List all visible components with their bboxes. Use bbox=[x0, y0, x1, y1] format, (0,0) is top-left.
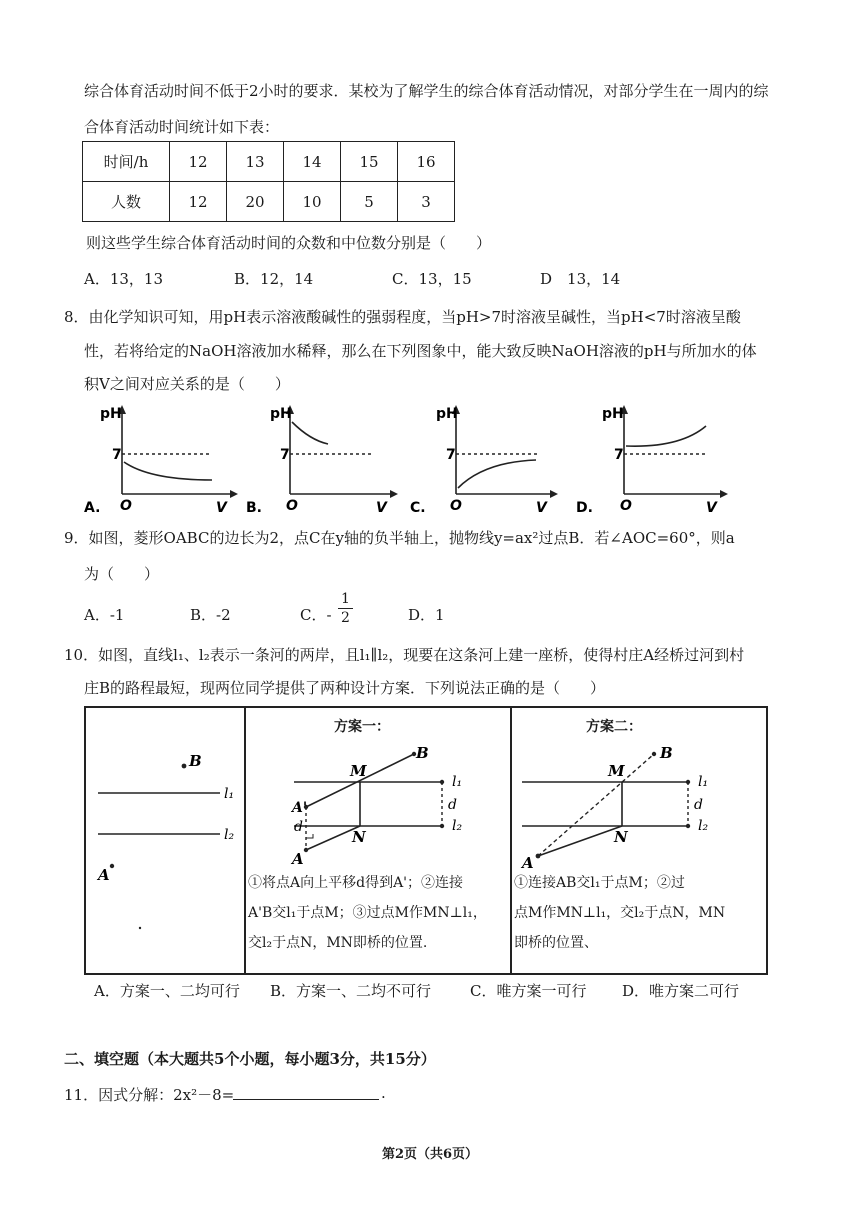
svg-text:d: d bbox=[694, 797, 703, 813]
table-cell: 3 bbox=[398, 182, 455, 222]
v-label: V bbox=[376, 500, 387, 516]
q7-question: 则这些学生综合体育活动时间的众数和中位数分别是（ ） bbox=[86, 234, 492, 252]
q10-option-a[interactable]: A．方案一、二均可行 bbox=[94, 982, 240, 1000]
svg-text:N: N bbox=[352, 828, 366, 846]
q10-option-d[interactable]: D．唯方案二可行 bbox=[622, 982, 740, 1000]
q9-option-c[interactable]: C．- bbox=[300, 606, 332, 624]
scheme2-text-2: 点M作MN⊥l₁，交l₂于点N，MN bbox=[514, 905, 726, 921]
q10-option-c[interactable]: C．唯方案一可行 bbox=[470, 982, 587, 1000]
fraction-numerator: 1 bbox=[338, 590, 353, 609]
seven-label: 7 bbox=[280, 447, 290, 463]
svg-text:B: B bbox=[660, 744, 673, 762]
scheme1-text-3: 交l₂于点N，MN即桥的位置. bbox=[248, 935, 428, 951]
ph-label: pH bbox=[270, 406, 292, 422]
scheme1-title: 方案一： bbox=[334, 719, 390, 735]
q9-option-d[interactable]: D．1 bbox=[408, 606, 445, 624]
q7-option-c[interactable]: C．13，15 bbox=[392, 270, 472, 288]
ph-label: pH bbox=[436, 406, 458, 422]
q7-option-a[interactable]: A．13，13 bbox=[84, 270, 164, 288]
q9-option-a[interactable]: A．-1 bbox=[84, 606, 125, 624]
row-header-time: 时间/h bbox=[83, 142, 170, 182]
table-cell: 13 bbox=[227, 142, 284, 182]
table-cell: 10 bbox=[284, 182, 341, 222]
ph-label: pH bbox=[100, 406, 122, 422]
q8-line-2: 性，若将给定的NaOH溶液加水稀释，那么在下列图象中，能大致反映NaOH溶液的pH与所加水的体 bbox=[84, 342, 757, 360]
option-d-label: D. bbox=[576, 500, 593, 516]
svg-text:M: M bbox=[350, 762, 367, 780]
v-label: V bbox=[706, 500, 717, 516]
svg-text:l₂: l₂ bbox=[452, 818, 463, 834]
table-cell: 20 bbox=[227, 182, 284, 222]
table-row-counts bbox=[83, 182, 455, 222]
row-header-count: 人数 bbox=[83, 182, 170, 222]
q10-line-2: 庄B的路程最短，现两位同学提供了两种设计方案．下列说法正确的是（ ） bbox=[84, 679, 606, 697]
fraction-one-half bbox=[338, 590, 353, 627]
q11-answer-blank[interactable] bbox=[233, 1099, 379, 1100]
section-2-title: 二、填空题（本大题共5个小题，每小题3分，共15分） bbox=[64, 1050, 436, 1068]
seven-label: 7 bbox=[614, 447, 624, 463]
scheme2-diagram bbox=[512, 738, 766, 870]
table-cell: 14 bbox=[284, 142, 341, 182]
seven-label: 7 bbox=[112, 447, 122, 463]
seven-label: 7 bbox=[446, 447, 456, 463]
scheme1-text-2: A'B交l₁于点M；③过点M作MN⊥l₁， bbox=[248, 905, 487, 921]
svg-text:A: A bbox=[292, 850, 304, 868]
q9-line-1: 9．如图，菱形OABC的边长为2，点C在y轴的负半轴上，抛物线y=ax²过点B．若∠AOC=60°，则a bbox=[64, 529, 735, 547]
svg-text:N: N bbox=[614, 828, 628, 846]
svg-text:M: M bbox=[608, 762, 625, 780]
option-c-label: C. bbox=[410, 500, 426, 516]
svg-text:B: B bbox=[189, 752, 202, 770]
svg-text:A: A bbox=[522, 854, 534, 870]
option-a-label: A. bbox=[84, 500, 101, 516]
original-diagram bbox=[86, 708, 244, 971]
origin-label: O bbox=[286, 498, 298, 514]
page-number: 第2页（共6页） bbox=[381, 1147, 479, 1162]
fraction-denominator: 2 bbox=[341, 610, 350, 626]
intro-line-2: 合体育活动时间统计如下表： bbox=[84, 118, 280, 136]
origin-label: O bbox=[450, 498, 462, 514]
svg-text:B: B bbox=[416, 744, 429, 762]
scheme2-title: 方案二： bbox=[586, 719, 642, 735]
svg-text:A': A' bbox=[292, 800, 308, 816]
svg-text:l₁: l₁ bbox=[698, 774, 709, 790]
intro-line-1: 综合体育活动时间不低于2小时的要求．某校为了解学生的综合体育活动情况，对部分学生在一周内的综 bbox=[84, 82, 769, 100]
q11-period: . bbox=[381, 1084, 386, 1102]
table-cell: 12 bbox=[170, 182, 227, 222]
scheme1-diagram bbox=[246, 738, 510, 870]
q7-option-b[interactable]: B．12，14 bbox=[234, 270, 314, 288]
scheme1-text-1: ①将点A向上平移d得到A'；②连接 bbox=[248, 875, 464, 891]
svg-text:l₂: l₂ bbox=[698, 818, 709, 834]
activity-time-table bbox=[82, 141, 455, 222]
svg-text:A: A bbox=[98, 866, 110, 884]
svg-text:l₂: l₂ bbox=[224, 827, 235, 843]
table-cell: 5 bbox=[341, 182, 398, 222]
origin-label: O bbox=[120, 498, 132, 514]
q8-graph-a[interactable] bbox=[80, 400, 240, 518]
q8-graph-b[interactable] bbox=[240, 400, 400, 518]
table-row-hours bbox=[83, 142, 455, 182]
q8-graph-c[interactable] bbox=[400, 400, 560, 518]
svg-text:l₁: l₁ bbox=[452, 774, 463, 790]
svg-text:l₁: l₁ bbox=[224, 786, 235, 802]
q9-line-2: 为（ ） bbox=[84, 565, 160, 583]
q11-question: 11．因式分解：2x²－8= bbox=[64, 1086, 235, 1104]
svg-text:d: d bbox=[294, 819, 303, 835]
v-label: V bbox=[536, 500, 547, 516]
q10-diagram-box bbox=[84, 706, 768, 975]
scheme2-text-1: ①连接AB交l₁于点M；②过 bbox=[514, 875, 685, 891]
q8-line-1: 8．由化学知识可知，用pH表示溶液酸碱性的强弱程度，当pH>7时溶液呈碱性，当pH<7时溶液呈酸 bbox=[64, 308, 741, 326]
table-cell: 16 bbox=[398, 142, 455, 182]
option-b-label: B. bbox=[246, 500, 262, 516]
table-cell: 12 bbox=[170, 142, 227, 182]
table-cell: 15 bbox=[341, 142, 398, 182]
q8-graph-d[interactable] bbox=[570, 400, 730, 518]
q8-line-3: 积V之间对应关系的是（ ） bbox=[84, 375, 290, 393]
v-label: V bbox=[216, 500, 227, 516]
q10-line-1: 10．如图，直线l₁、l₂表示一条河的两岸，且l₁∥l₂，现要在这条河上建一座桥，使得村庄A经桥过河到村 bbox=[64, 646, 745, 664]
origin-label: O bbox=[620, 498, 632, 514]
scheme2-text-3: 即桥的位置、 bbox=[514, 935, 598, 951]
q10-option-b[interactable]: B．方案一、二均不可行 bbox=[270, 982, 432, 1000]
q7-option-d[interactable]: D 13，14 bbox=[540, 270, 621, 288]
q9-option-b[interactable]: B．-2 bbox=[190, 606, 231, 624]
svg-text:d: d bbox=[448, 797, 457, 813]
ph-label: pH bbox=[602, 406, 624, 422]
